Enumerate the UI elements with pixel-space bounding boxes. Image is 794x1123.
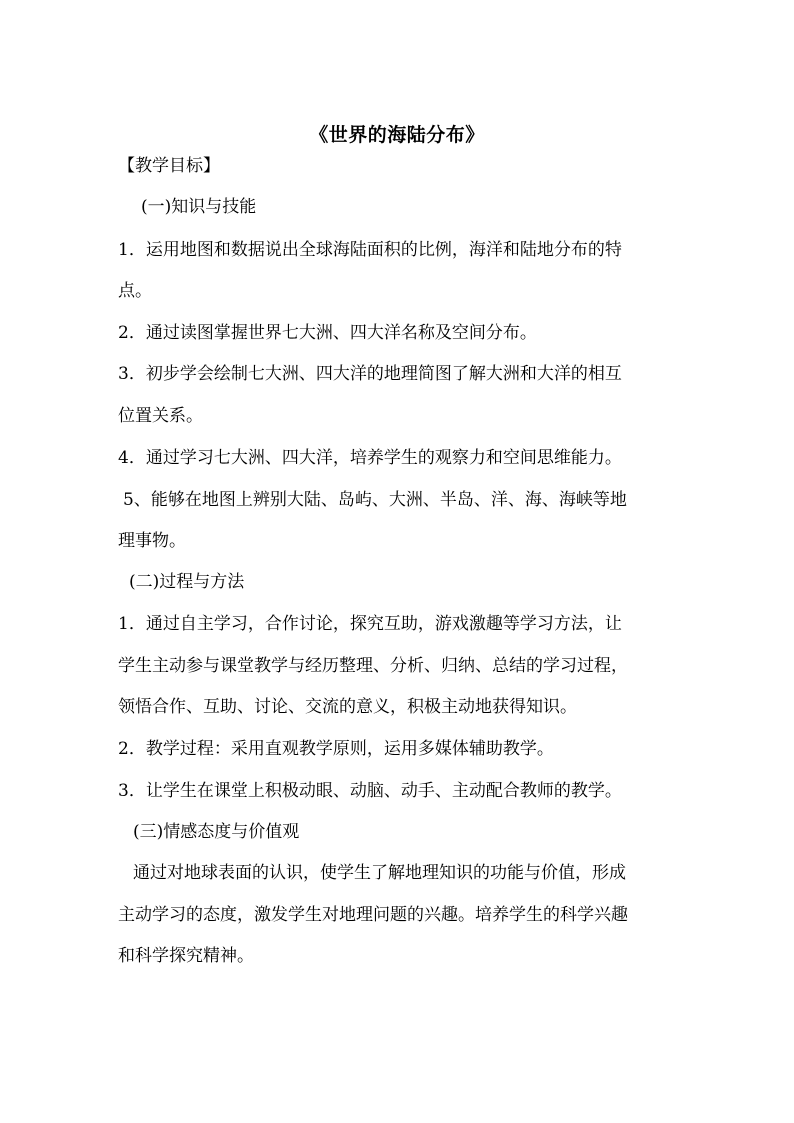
attitude-line-2: 主动学习的态度，激发学生对地理问题的兴趣。培养学生的科学兴趣: [118, 905, 628, 925]
goal-heading: 【教学目标】: [118, 156, 220, 176]
knowledge-line-4: 3．初步学会绘制七大洲、四大洋的地理简图了解大洲和大洋的相互: [118, 364, 622, 384]
knowledge-line-2: 点。: [118, 281, 152, 301]
attitude-line-3: 和科学探究精神。: [118, 946, 254, 966]
knowledge-line-7: 5、能够在地图上辨别大陆、岛屿、大洲、半岛、洋、海、海峡等地: [123, 490, 627, 510]
process-line-2: 学生主动参与课堂教学与经历整理、分析、归纳、总结的学习过程，: [118, 656, 628, 676]
section-heading-process: (二)过程与方法: [129, 572, 245, 592]
knowledge-line-8: 理事物。: [118, 531, 186, 551]
process-line-1: 1．通过自主学习，合作讨论，探究互助，游戏激趣等学习方法，让: [118, 614, 622, 634]
process-line-3: 领悟合作、互助、讨论、交流的意义，积极主动地获得知识。: [118, 697, 577, 717]
process-line-5: 3．让学生在课堂上积极动眼、动脑、动手、主动配合教师的教学。: [118, 781, 622, 801]
document-title: 《世界的海陆分布》: [309, 124, 485, 146]
process-line-4: 2．教学过程：采用直观教学原则，运用多媒体辅助教学。: [118, 739, 554, 759]
knowledge-line-5: 位置关系。: [118, 406, 203, 426]
section-heading-attitude: (三)情感态度与价值观: [133, 822, 300, 842]
knowledge-line-3: 2．通过读图掌握世界七大洲、四大洋名称及空间分布。: [118, 323, 537, 343]
section-heading-knowledge: (一)知识与技能: [141, 197, 257, 217]
attitude-line-1: 通过对地球表面的认识，使学生了解地理知识的功能与价值，形成: [133, 863, 626, 883]
knowledge-line-6: 4．通过学习七大洲、四大洋，培养学生的观察力和空间思维能力。: [118, 448, 622, 468]
knowledge-line-1: 1．运用地图和数据说出全球海陆面积的比例，海洋和陆地分布的特: [118, 240, 622, 260]
